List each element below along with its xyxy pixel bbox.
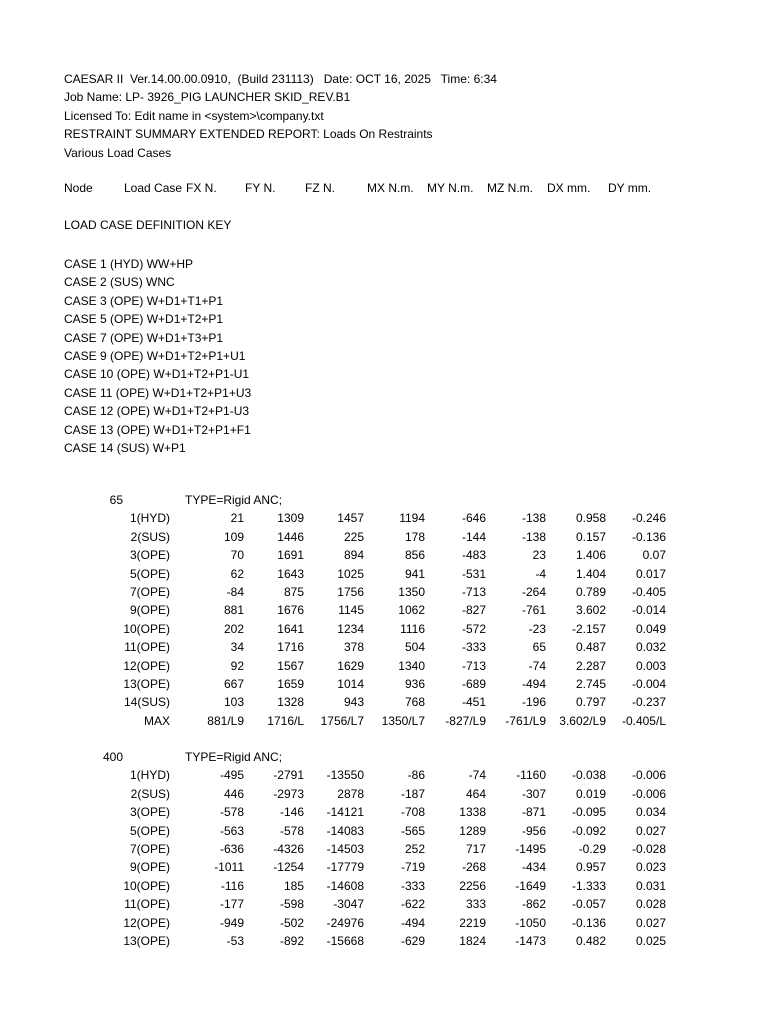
table-cell: 504 (404, 640, 425, 655)
table-cell: 1194 (399, 511, 425, 526)
table-cell: 0.027 (635, 823, 666, 838)
table-cell: -689 (461, 677, 486, 691)
table-cell: -0.405/L (621, 713, 666, 728)
table-cell: 768 (404, 695, 425, 710)
table-cell: -74 (528, 658, 546, 673)
table-row (0, 659, 768, 677)
table-row (0, 879, 768, 897)
load-case-label: 2(SUS) (130, 529, 170, 544)
table-cell: -14608 (326, 878, 364, 893)
table-cell: -177 (219, 897, 244, 912)
table-cell: -494 (400, 915, 425, 930)
table-row (0, 695, 768, 713)
table-cell: 0.023 (635, 860, 666, 875)
table-cell: 2.745 (575, 677, 606, 691)
load-case-label: 3(OPE) (129, 805, 170, 820)
load-case-key-title: LOAD CASE DEFINITION KEY (64, 218, 232, 232)
load-case-definition: CASE 11 (OPE) W+D1+T2+P1+U3 (64, 385, 252, 400)
column-header: Node (64, 181, 93, 195)
table-cell: -629 (400, 934, 425, 948)
load-case-label: 9(OPE) (129, 603, 170, 618)
report-title-line: RESTRAINT SUMMARY EXTENDED REPORT: Loads On Restraints (64, 127, 433, 142)
load-case-definition: CASE 12 (OPE) W+D1+T2+P1-U3 (64, 404, 250, 419)
table-cell: -268 (461, 860, 486, 875)
column-header: DY mm. (608, 181, 652, 195)
table-cell: -0.006 (631, 768, 666, 783)
table-cell: -713 (461, 585, 486, 599)
column-header: FY N. (245, 181, 276, 195)
table-cell: -2.157 (571, 621, 606, 636)
table-cell: -531 (461, 566, 486, 581)
table-cell: -13550 (326, 768, 364, 783)
table-cell: -0.038 (571, 768, 606, 783)
table-cell: -1649 (515, 878, 546, 893)
table-cell: 936 (404, 677, 425, 691)
table-cell: -563 (219, 823, 244, 838)
table-cell: 1.404 (575, 566, 606, 581)
table-cell: 943 (343, 695, 364, 710)
table-cell: 1446 (277, 529, 304, 544)
table-cell: -4326 (273, 842, 304, 856)
table-cell: -84 (226, 585, 244, 599)
table-cell: -146 (279, 805, 304, 820)
load-case-label: 2(SUS) (130, 786, 170, 801)
column-header: MZ N.m. (487, 181, 533, 195)
table-row (0, 640, 768, 658)
table-row (0, 805, 768, 823)
table-cell: -14503 (326, 842, 364, 856)
table-cell: -0.028 (631, 842, 666, 856)
table-cell: 1145 (338, 603, 364, 618)
table-cell: -0.405 (631, 585, 666, 599)
load-case-definition: CASE 2 (SUS) WNC (64, 275, 175, 290)
table-cell: 1659 (277, 677, 304, 691)
table-cell: -598 (279, 897, 304, 912)
table-row (0, 585, 768, 603)
table-cell: -116 (220, 878, 244, 893)
column-header: FX N. (186, 181, 217, 195)
report-subtitle-line: Various Load Cases (64, 145, 172, 160)
table-cell: 0.049 (635, 621, 666, 636)
table-row (0, 677, 768, 695)
table-cell: 875 (283, 585, 304, 599)
table-cell: 109 (223, 529, 244, 544)
load-case-definition: CASE 14 (SUS) W+P1 (64, 441, 186, 456)
load-case-label: 14(SUS) (123, 695, 170, 710)
load-case-definition: CASE 10 (OPE) W+D1+T2+P1-U1 (64, 367, 250, 382)
load-case-definition: CASE 9 (OPE) W+D1+T2+P1+U1 (64, 349, 246, 364)
table-cell: 1756 (337, 585, 364, 599)
table-cell: 464 (465, 786, 486, 801)
load-case-label: 1(HYD) (129, 511, 170, 526)
table-cell: -196 (521, 695, 546, 710)
table-cell: -949 (219, 915, 244, 930)
table-row (0, 768, 768, 786)
table-cell: 1014 (337, 677, 364, 691)
table-cell: 1643 (277, 566, 304, 581)
column-header: MY N.m. (427, 181, 474, 195)
table-cell: -1011 (214, 860, 244, 875)
license-line: Licensed To: Edit name in <system>\company.txt (64, 108, 324, 123)
table-cell: -0.246 (631, 511, 666, 526)
table-cell: -502 (279, 915, 304, 930)
table-cell: 1641 (277, 621, 304, 636)
table-cell: -708 (400, 805, 425, 820)
table-cell: -0.237 (631, 695, 666, 710)
load-case-label: 9(OPE) (129, 860, 170, 875)
table-cell: 2.287 (575, 658, 606, 673)
load-case-definition: CASE 5 (OPE) W+D1+T2+P1 (64, 312, 224, 327)
table-cell: -1.333 (571, 878, 606, 893)
table-cell: -0.136 (571, 915, 606, 930)
table-cell: 103 (223, 695, 244, 710)
table-cell: -827 (461, 603, 486, 618)
node-number: 65 (109, 493, 123, 507)
table-cell: -0.006 (631, 786, 666, 801)
table-cell: 0.482 (575, 934, 606, 948)
table-cell: -86 (407, 768, 425, 783)
column-header: MX N.m. (367, 181, 414, 195)
table-cell: 1340 (398, 658, 425, 673)
table-cell: 717 (465, 842, 486, 856)
table-cell: 1676 (277, 603, 304, 618)
table-cell: -2791 (273, 768, 304, 783)
table-cell: 1328 (277, 695, 304, 710)
table-cell: 0.019 (575, 786, 606, 801)
table-cell: -862 (521, 897, 546, 912)
table-cell: -892 (279, 934, 304, 948)
table-cell: -333 (461, 640, 486, 655)
table-cell: -0.136 (631, 529, 666, 544)
table-cell: -17779 (326, 860, 364, 875)
table-cell: 34 (230, 640, 244, 655)
table-cell: -761/L9 (505, 713, 546, 728)
table-cell: 0.034 (635, 805, 666, 820)
table-cell: 1350 (398, 585, 425, 599)
table-cell: 1025 (337, 566, 364, 581)
table-cell: 3.602 (575, 603, 606, 618)
table-cell: 894 (343, 548, 364, 563)
table-cell: 0.032 (635, 640, 666, 655)
table-cell: -622 (400, 897, 425, 912)
table-cell: -307 (521, 786, 546, 801)
job-name-line: Job Name: LP- 3926_PIG LAUNCHER SKID_REV.B1 (64, 90, 351, 105)
load-case-definition: CASE 1 (HYD) WW+HP (64, 257, 194, 271)
load-case-label: MAX (143, 713, 170, 728)
table-cell: 0.028 (635, 897, 666, 912)
table-cell: -719 (400, 860, 425, 875)
table-row (0, 860, 768, 878)
table-cell: 941 (404, 566, 425, 581)
table-cell: 1716/L (267, 713, 304, 728)
table-cell: 1716 (277, 640, 304, 655)
table-cell: 1350/L7 (381, 713, 425, 728)
load-case-label: 10(OPE) (123, 878, 170, 893)
table-cell: 0.789 (575, 585, 606, 599)
table-cell: 21 (230, 511, 244, 526)
table-cell: 0.958 (575, 511, 606, 526)
table-row (0, 787, 768, 805)
table-cell: 667 (223, 677, 244, 691)
table-row (0, 897, 768, 915)
table-cell: -956 (521, 823, 546, 838)
table-cell: -15668 (326, 934, 364, 948)
table-cell: -23 (528, 621, 546, 636)
table-cell: -138 (521, 511, 546, 526)
table-cell: 0.027 (635, 915, 666, 930)
table-row (0, 511, 768, 529)
table-cell: -1254 (273, 860, 304, 875)
table-cell: 202 (223, 621, 244, 636)
table-cell: 856 (404, 548, 425, 563)
table-cell: 62 (230, 566, 244, 581)
table-cell: -0.092 (571, 823, 606, 838)
load-case-label: 7(OPE) (129, 842, 170, 856)
load-case-label: 5(OPE) (129, 823, 170, 838)
table-row (0, 842, 768, 860)
table-cell: -495 (219, 768, 244, 783)
table-row (0, 603, 768, 621)
table-cell: -713 (461, 658, 486, 673)
restraint-type: TYPE=Rigid ANC; (185, 493, 283, 507)
table-cell: -636 (219, 842, 244, 856)
table-cell: -646 (461, 511, 486, 526)
node-number: 400 (102, 750, 123, 764)
table-cell: -74 (468, 768, 486, 783)
table-cell: -24976 (326, 915, 364, 930)
table-cell: 185 (283, 878, 304, 893)
load-case-label: 7(OPE) (129, 585, 170, 599)
load-case-label: 12(OPE) (123, 658, 170, 673)
load-case-label: 3(OPE) (129, 548, 170, 563)
table-cell: 2256 (459, 878, 486, 893)
load-case-definition: CASE 3 (OPE) W+D1+T1+P1 (64, 293, 224, 308)
table-cell: -483 (461, 548, 486, 563)
table-cell: 0.157 (575, 529, 606, 544)
table-cell: -0.014 (631, 603, 666, 618)
table-cell: 1309 (277, 511, 304, 526)
table-cell: 178 (404, 529, 425, 544)
table-cell: -0.057 (571, 897, 606, 912)
table-cell: -0.095 (571, 805, 606, 820)
table-cell: -761 (521, 603, 546, 618)
table-cell: 378 (343, 640, 364, 655)
table-cell: 1629 (337, 658, 364, 673)
table-cell: -144 (461, 529, 486, 544)
table-cell: -578 (279, 823, 304, 838)
load-case-label: 13(OPE) (123, 677, 170, 691)
table-cell: -0.004 (631, 677, 666, 691)
table-cell: -1160 (516, 768, 546, 783)
load-case-label: 1(HYD) (129, 768, 170, 783)
load-case-label: 11(OPE) (124, 640, 170, 655)
table-cell: -0.29 (578, 842, 606, 856)
program-version-line: CAESAR II Ver.14.00.00.0910, (Build 231113) Date: OCT 16, 2025 Time: 6:34 (64, 72, 497, 86)
table-cell: 0.797 (575, 695, 606, 710)
table-row (0, 934, 768, 952)
table-row (0, 567, 768, 585)
load-case-definition: CASE 13 (OPE) W+D1+T2+P1+F1 (64, 422, 251, 437)
table-cell: -572 (461, 621, 486, 636)
column-header: FZ N. (305, 181, 335, 195)
load-case-definition: CASE 7 (OPE) W+D1+T3+P1 (64, 330, 224, 345)
table-cell: -333 (400, 878, 425, 893)
table-cell: 1457 (337, 511, 364, 526)
table-cell: -827/L9 (445, 713, 486, 728)
table-cell: -53 (226, 934, 244, 948)
table-cell: 225 (343, 529, 364, 544)
table-cell: 1824 (459, 934, 486, 948)
table-cell: 881 (223, 603, 244, 618)
table-cell: -578 (219, 805, 244, 820)
table-cell: -187 (400, 786, 425, 801)
table-cell: -14083 (326, 823, 364, 838)
load-case-label: 5(OPE) (129, 566, 170, 581)
table-cell: 0.07 (642, 548, 666, 563)
table-cell: 0.025 (635, 934, 666, 948)
table-cell: -1473 (515, 934, 546, 948)
column-header: Load Case (124, 181, 183, 195)
table-cell: 65 (532, 640, 546, 655)
table-cell: 1062 (398, 603, 425, 618)
load-case-label: 12(OPE) (123, 915, 170, 930)
table-cell: 1116 (400, 621, 425, 636)
table-cell: -871 (521, 805, 546, 820)
load-case-label: 11(OPE) (124, 897, 170, 912)
load-case-definition-list (64, 255, 251, 457)
column-header: DX mm. (547, 181, 591, 195)
table-cell: -3047 (333, 897, 364, 912)
max-row (0, 714, 768, 732)
table-cell: 1.406 (575, 548, 606, 563)
table-cell: 1289 (459, 823, 486, 838)
table-cell: -565 (400, 823, 425, 838)
table-row (0, 548, 768, 566)
table-cell: 1567 (277, 658, 304, 673)
table-cell: 0.957 (575, 860, 606, 875)
table-cell: 446 (223, 786, 244, 801)
table-cell: 3.602/L9 (559, 713, 606, 728)
table-cell: -1050 (515, 915, 546, 930)
table-cell: 1234 (337, 621, 364, 636)
table-cell: 1691 (277, 548, 304, 563)
table-cell: -451 (461, 695, 486, 710)
table-cell: -434 (521, 860, 546, 875)
table-cell: 1756/L7 (320, 713, 364, 728)
table-cell: -1495 (515, 842, 546, 856)
table-row (0, 824, 768, 842)
table-cell: -14121 (326, 805, 364, 820)
load-case-label: 13(OPE) (123, 934, 170, 948)
table-cell: 0.003 (635, 658, 666, 673)
table-cell: -494 (521, 677, 546, 691)
table-row (0, 622, 768, 640)
table-cell: 0.031 (635, 878, 666, 893)
table-cell: 2219 (459, 915, 486, 930)
table-cell: 1338 (459, 805, 486, 820)
report-header (64, 70, 497, 162)
table-cell: -264 (521, 585, 546, 599)
table-cell: 23 (532, 548, 546, 563)
table-cell: 881/L9 (207, 713, 244, 728)
table-cell: 0.487 (575, 640, 606, 655)
table-row (0, 916, 768, 934)
restraint-type: TYPE=Rigid ANC; (185, 750, 283, 764)
table-cell: 333 (465, 897, 486, 912)
table-cell: -138 (521, 529, 546, 544)
table-cell: 70 (230, 548, 244, 563)
table-cell: -2973 (273, 786, 304, 801)
table-cell: 252 (404, 842, 425, 856)
table-cell: 92 (230, 658, 244, 673)
table-cell: 2878 (337, 786, 364, 801)
table-row (0, 530, 768, 548)
table-cell: -4 (535, 566, 546, 581)
table-cell: 0.017 (635, 566, 666, 581)
load-case-label: 10(OPE) (123, 621, 170, 636)
